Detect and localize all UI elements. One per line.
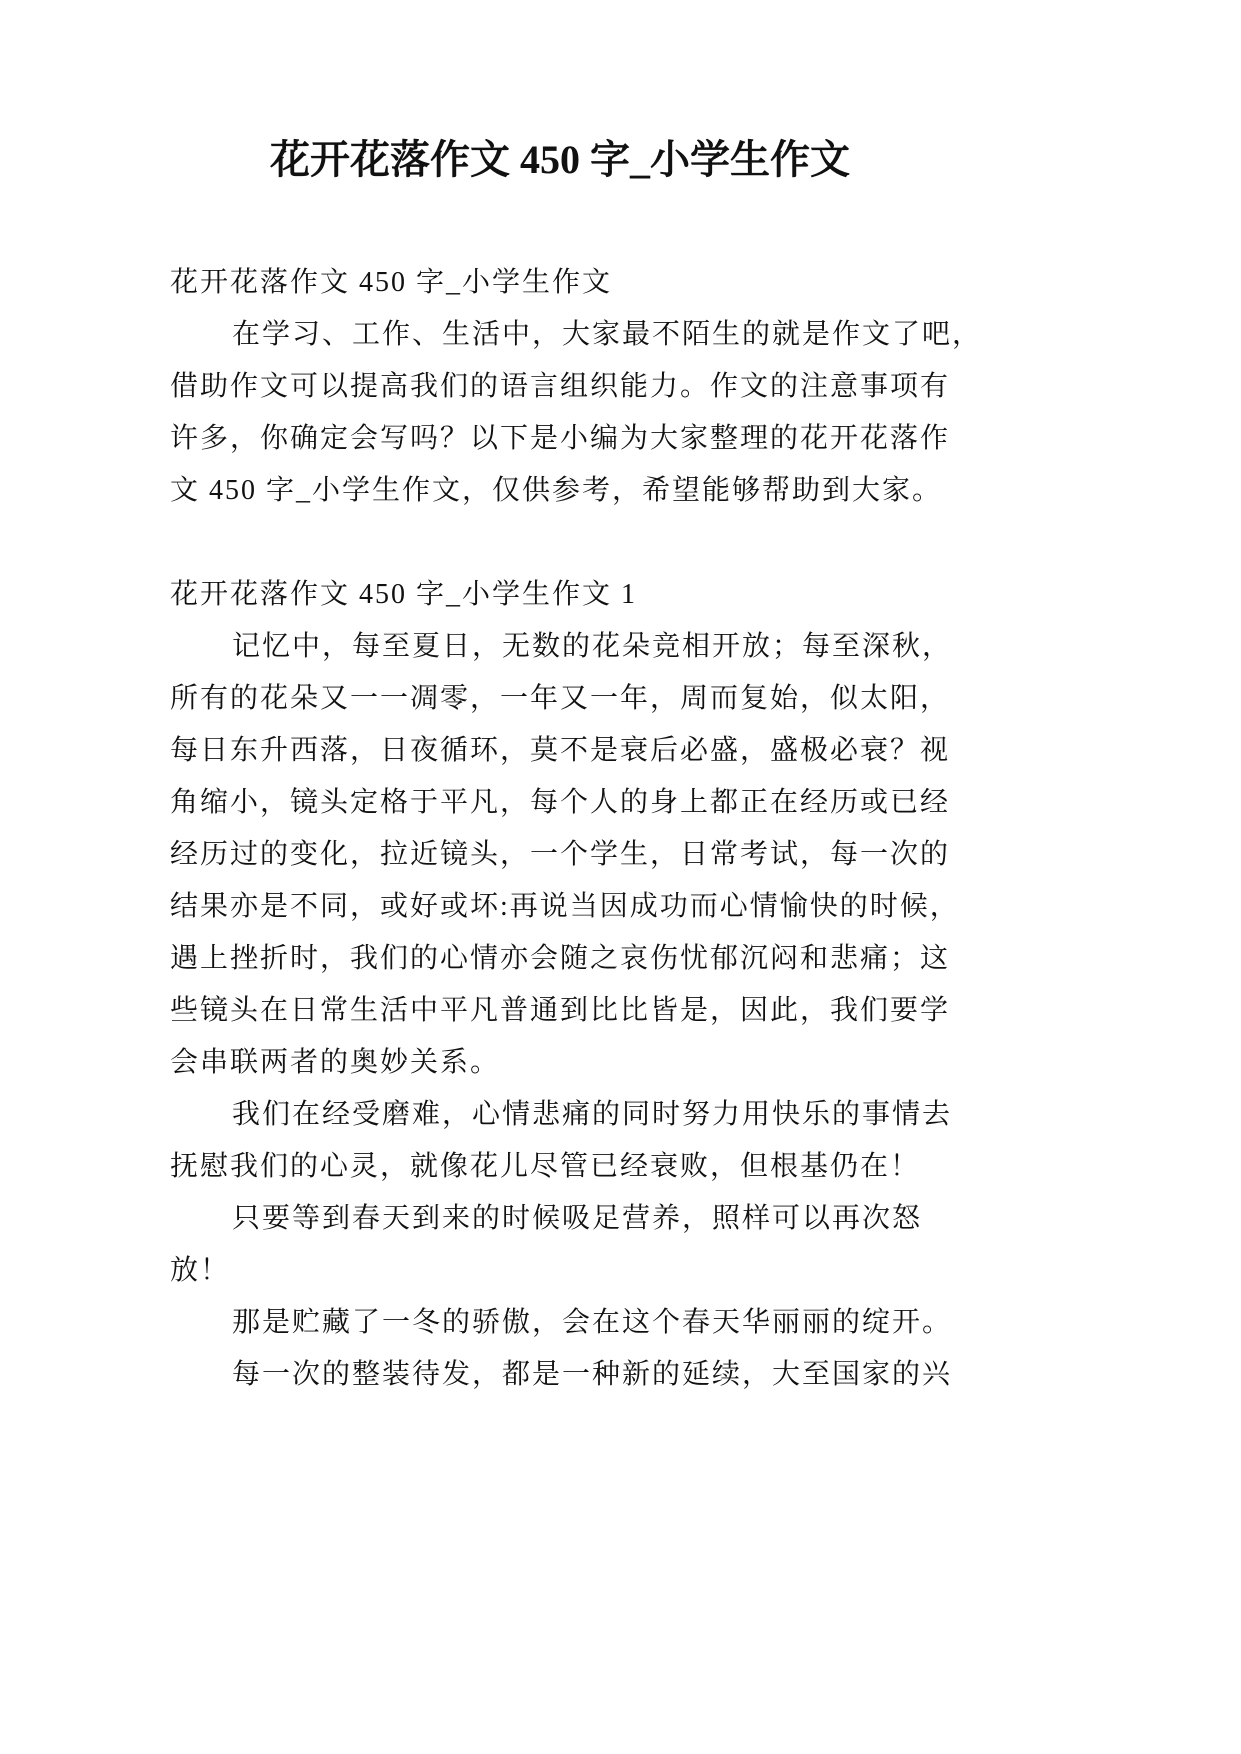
paragraph-line: 角缩小，镜头定格于平凡，每个人的身上都正在经历或已经: [170, 787, 951, 818]
paragraph-line: 抚慰我们的心灵，就像花儿尽管已经衰败，但根基仍在！: [170, 1151, 921, 1182]
paragraph-line: 会串联两者的奥妙关系。: [170, 1047, 501, 1078]
section-heading: 花开花落作文 450 字_小学生作文 1: [170, 579, 638, 610]
essay-paragraph: [170, 621, 970, 1089]
paragraph-line: 文 450 字_小学生作文，仅供参考，希望能够帮助到大家。: [170, 475, 943, 506]
essay-paragraph: [170, 1089, 970, 1193]
paragraph-line: 每一次的整装待发，都是一种新的延续，大至国家的兴: [232, 1359, 953, 1390]
blank-line: [170, 517, 970, 569]
document-subtitle: 花开花落作文 450 字_小学生作文: [170, 267, 613, 298]
paragraph-line: 放！: [170, 1255, 231, 1286]
paragraph-line: 许多，你确定会写吗？以下是小编为大家整理的花开花落作: [170, 423, 951, 454]
paragraph-line: 那是贮藏了一冬的骄傲，会在这个春天华丽丽的绽开。: [232, 1307, 953, 1338]
paragraph-line: 只要等到春天到来的时候吸足营养，照样可以再次怒: [232, 1203, 923, 1234]
paragraph-line: 借助作文可以提高我们的语言组织能力。作文的注意事项有: [170, 371, 951, 402]
paragraph-line: 所有的花朵又一一凋零，一年又一年，周而复始，似太阳，: [170, 683, 951, 714]
paragraph-line: 每日东升西落，日夜循环，莫不是衰后必盛，盛极必衰？视: [170, 735, 951, 766]
paragraph-line: 经历过的变化，拉近镜头，一个学生，日常考试，每一次的: [170, 839, 951, 870]
document-body: [170, 257, 983, 1401]
essay-paragraph: [170, 1349, 970, 1401]
paragraph-line: 遇上挫折时，我们的心情亦会随之哀伤忧郁沉闷和悲痛；这: [170, 943, 951, 974]
essay-paragraph: [170, 1297, 970, 1349]
paragraph-line: 些镜头在日常生活中平凡普通到比比皆是，因此，我们要学: [170, 995, 951, 1026]
paragraph-line: 在学习、工作、生活中，大家最不陌生的就是作文了吧，: [232, 319, 983, 350]
paragraph-line: 我们在经受磨难，心情悲痛的同时努力用快乐的事情去: [232, 1099, 953, 1130]
essay-paragraph: [170, 1193, 970, 1297]
intro-paragraph: [170, 309, 983, 517]
paragraph-line: 结果亦是不同，或好或坏:再说当因成功而心情愉快的时候，: [170, 891, 960, 922]
page-title: 花开花落作文 450 字_小学生作文: [270, 137, 850, 182]
paragraph-line: 记忆中，每至夏日，无数的花朵竞相开放；每至深秋，: [232, 631, 953, 662]
